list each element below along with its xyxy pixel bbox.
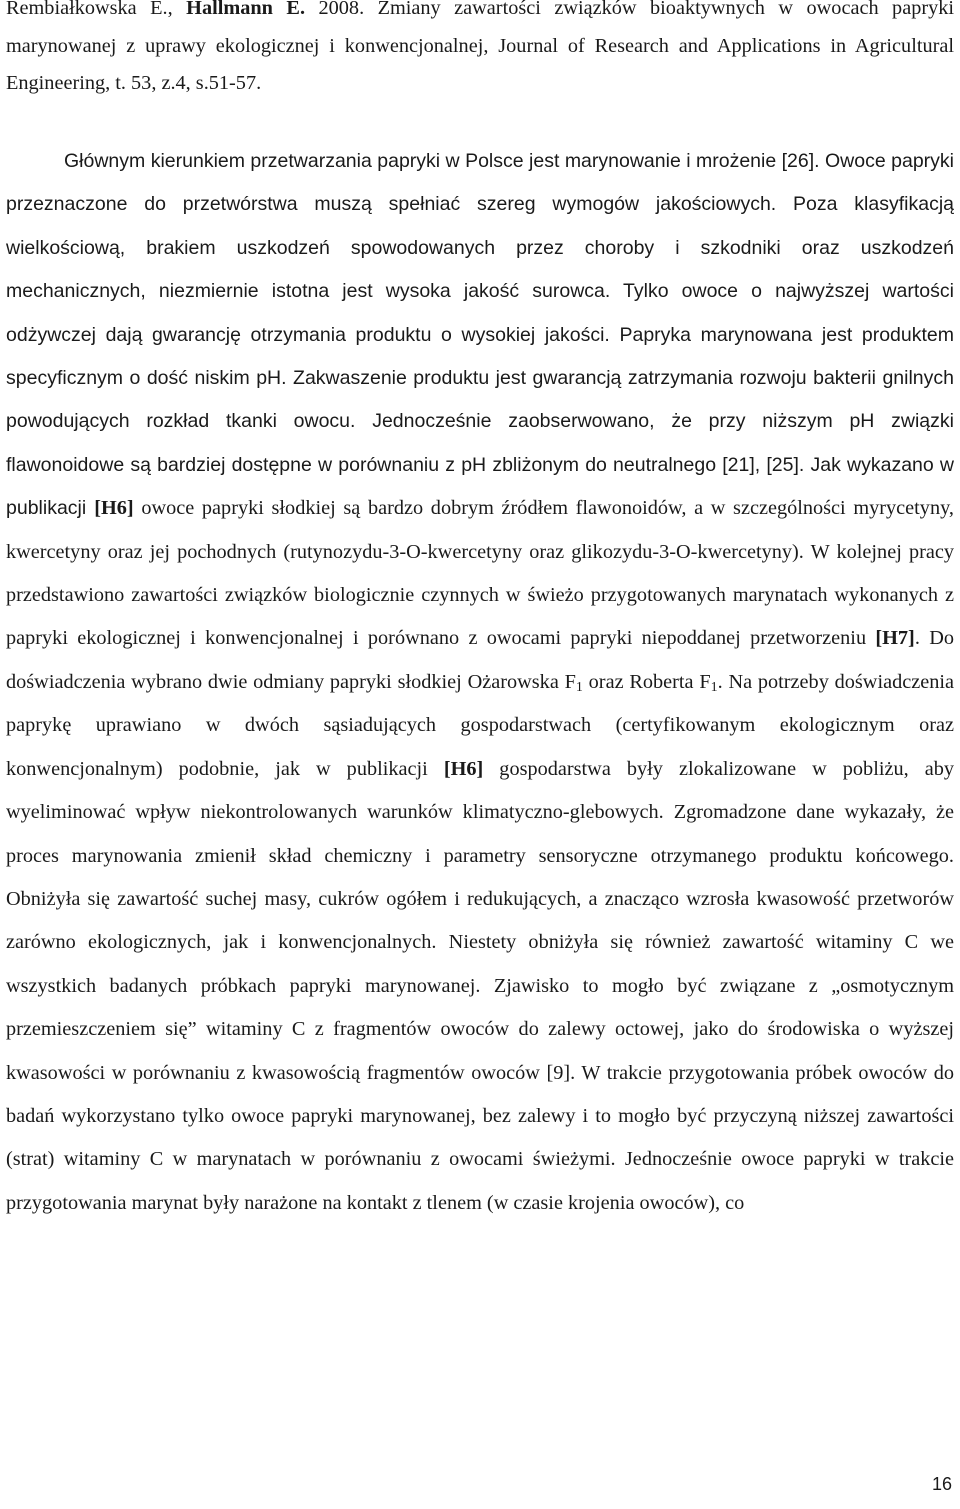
body-paragraph	[6, 140, 954, 1225]
page-number: 16	[931, 1474, 952, 1494]
body-sentence-intro: Głównym kierunkiem przetwarzania papryki w Polsce jest marynowanie i mrożenie [26]. Owoce papryki przeznaczone do przetwórstwa muszą spełniać szereg wymogów jakościowych.	[6, 150, 954, 216]
body-text-part: oraz Roberta F	[582, 670, 711, 693]
subscript: 1	[710, 679, 718, 695]
citation-h6: [H6]	[94, 497, 134, 520]
citation-h7: [H7]	[875, 627, 915, 650]
body-text-part: . Na potrzeby doświadczenia paprykę uprawiano w dwóch sąsiadujących gospodarstwach (certyfikowanym ekologicznym oraz konwencjonalnym) podobnie, jak w publikacji	[6, 670, 955, 780]
reference-details: 2008. Zmiany zawartości związków bioaktywnych w owocach papryki marynowanej z uprawy ekologicznej i konwencjonalnej, Journal of Research and Applications in Agricultural Engineering, t. 53, z.4, s.51-57.	[6, 0, 955, 94]
body-text-part: . Do doświadczenia wybrano dwie odmiany papryki słodkiej Ożarowska F	[6, 627, 954, 693]
body-text-part: Poza klasyfikacją wielkościową, brakiem uszkodzeń spowodowanych przez choroby i szkodniki oraz uszkodzeń mechanicznych, niezmiernie istotna jest wysoka jakość surowca. Tylko owoce o najwyższej wartości odżywczej dają gwarancję otrzymania produktu o wysokiej jakości. Papryka marynowana jest produktem specyficznym o dość niskim pH. Zakwaszenie produktu jest gwarancją zatrzymania rozwoju bakterii gnilnych powodujących rozkład tkanki owocu. Jednocześnie zaobserwowano, że przy niższym pH związki flawonoidowe są bardziej dostępne w porównaniu z pH zbliżonym do neutralnego [21], [25]. Jak wykazano w publikacji	[6, 193, 955, 520]
body-text-part: gospodarstwa były zlokalizowane w pobliżu, aby wyeliminować wpływ niekontrolowanych warunków klimatyczno-glebowych. Zgromadzone dane wykazały, że proces marynowania zmienił skład chemiczny i parametry sensoryczne otrzymanego produktu końcowego. Obniżyła się zawartość suchej masy, cukrów ogółem i redukujących, a znacząco wzrosła kwasowość przetworów zarówno ekologicznych, jak i konwencjonalnych. Niestety obniżyła się również zawartość witaminy C we wszystkich badanych próbkach papryki marynowanej. Zjawisko to mogło być związane z „osmotycznym przemieszczeniem się” witaminy C z fragmentów owoców do zalewy octowej, jako do środowiska o wyższej kwasowości w porównaniu z kwasowością fragmentów owoców [9]. W trakcie przygotowania próbek owoców do badań wykorzystano tylko owoce papryki marynowanej, bez zalewy i to mogło być przyczyną niższej zawartości (strat) witaminy C w marynatach w porównaniu z owocami świeżymi. Jednocześnie owoce papryki w trakcie przygotowania marynat były narażone na kontakt z tlenem (w czasie krojenia owoców), co	[6, 757, 954, 1214]
body-text-part: owoce papryki słodkiej są bardzo dobrym źródłem flawonoidów, a w szczególności myrycetyny, kwercetyny oraz jej pochodnych (rutynozydu-3-O-kwercetyny oraz glikozydu-3-O-kwercetyny). W kolejnej pracy przedstawiono zawartości związków biologicznie czynnych w świeżo przygotowanych marynatach wykonanych z papryki ekologicznej i konwencjonalnej i porównano z owocami papryki niepoddanej przetworzeniu	[6, 497, 954, 650]
reference-authors-plain: Rembiałkowska E.,	[6, 0, 173, 19]
reference-authors-bold: Hallmann E.	[186, 0, 306, 19]
reference-citation	[6, 0, 954, 103]
citation-h6: [H6]	[443, 757, 484, 780]
subscript: 1	[575, 679, 583, 695]
